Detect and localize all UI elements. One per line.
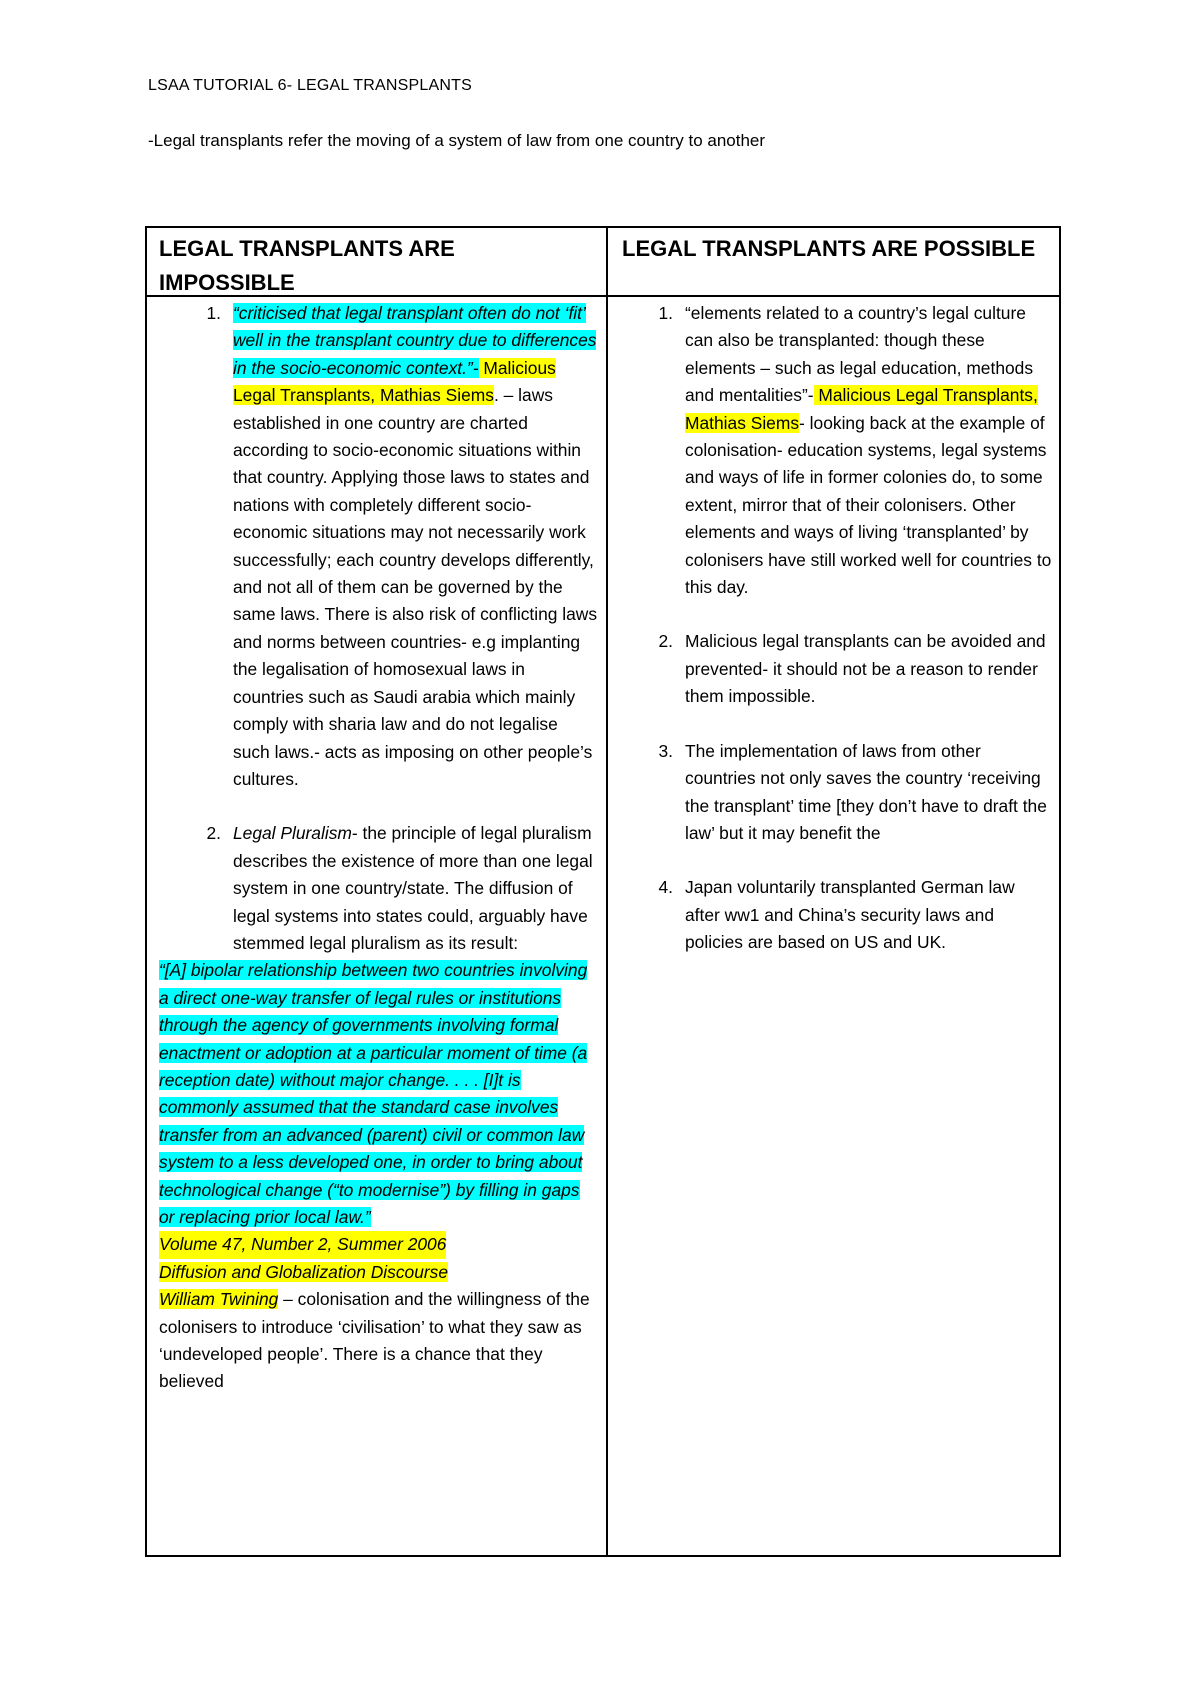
list-item [622,628,1054,710]
citation-line: Volume 47, Number 2, Summer 2006 [159,1231,446,1258]
highlighted-quote: “criticised that legal transplant often do not ‘fit’ well in the transplant country due to differences in the socio-economic context.”- [233,303,597,378]
item-body [233,820,599,957]
item-number: 2. [206,823,221,844]
right-column-content [622,300,1054,957]
list-item [159,300,599,793]
left-column-heading [159,232,589,300]
item-number: 1. [206,303,221,323]
item-text: – colonisation and the willingness of the colonisers to introduce ‘civilisation’ to what they saw as ‘undeveloped people’. There is a chance that they believed [159,1289,590,1392]
document-title: LSAA TUTORIAL 6- LEGAL TRANSPLANTS [148,77,472,94]
left-column-content [159,300,599,1396]
item-number: 4. [658,877,673,898]
item-text: - looking back at the example of colonisation- education systems, legal systems and ways of life in former colonies do, to some extent, mirror that of their colonisers. Other elements and ways of living ‘transplanted’ by colonisers have still worked well for countries to this day. [685,412,1052,598]
citation-author: William Twining [159,1289,279,1310]
item-number: 3. [658,740,673,761]
highlighted-quote: “[A] bipolar relationship between two countries involving a direct one-way transfer of legal rules or institutions through the agency of governments involving formal enactment or adoption at a particular moment of time (a reception date) without major change. . . . [I]t is commonly assumed that the standard case involves transfer from an advanced (parent) civil or common law system to a less developed one, in order to bring about technological change (“to modernise”) by filling in gaps or replacing prior local law.” [159,960,588,1227]
left-heading-line1: LEGAL TRANSPLANTS ARE [159,236,455,261]
right-column-heading: LEGAL TRANSPLANTS ARE POSSIBLE [622,236,1036,261]
item-text: - the principle of legal pluralism describes the existence of more than one legal system in one country/state. The diffusion of legal systems into states could, arguably have stemmed legal pluralism as its result: [233,823,593,953]
list-item [622,738,1054,848]
item-text: Malicious legal transplants can be avoided and prevented- it should not be a reason to render them impossible. [685,631,1046,707]
item-text: Japan voluntarily transplanted German law after ww1 and China’s security laws and policies are based on US and UK. [685,877,1015,953]
list-item [159,820,599,957]
item-body [233,300,599,793]
item-text: The implementation of laws from other countries not only saves the country ‘receiving the transplant’ time [they don’t have to draft the law’ but it may benefit the [685,740,1047,843]
item-text: “elements related to a country’s legal culture can also be transplanted: though these elements – such as legal education, methods and mentalities”- [685,303,1034,406]
citation-line: Diffusion and Globalization Discourse [159,1261,449,1282]
highlighted-source: Malicious Legal Transplants, Mathias Siems [233,357,556,406]
list-item [622,874,1054,956]
item-term: Legal Pluralism [233,823,352,844]
item-body [685,300,1054,601]
left-heading-line2: IMPOSSIBLE [159,270,295,295]
document-subtitle: -Legal transplants refer the moving of a system of law from one country to another [148,131,766,150]
highlighted-source: Malicious Legal Transplants, Mathias Siems [685,385,1038,433]
item-number: 2. [658,631,673,652]
column-divider [606,228,608,1555]
comparison-table [145,226,1061,1557]
item-text: . – laws established in one country are charted according to socio-economic situations within that country. Applying those laws to states and nations with completely different socio-economic situations may not necessarily work successfully; each country develops differently, and not all of them can be governed by the same laws. There is also risk of conflicting laws and norms between countries- e.g implanting the legalisation of homosexual laws in countries such as Saudi arabia which mainly comply with sharia law and do not legalise such laws.- acts as imposing on other people’s cultures. [233,385,598,789]
item-number: 1. [658,303,673,323]
continuation-block [159,957,599,1396]
list-item [622,300,1054,601]
